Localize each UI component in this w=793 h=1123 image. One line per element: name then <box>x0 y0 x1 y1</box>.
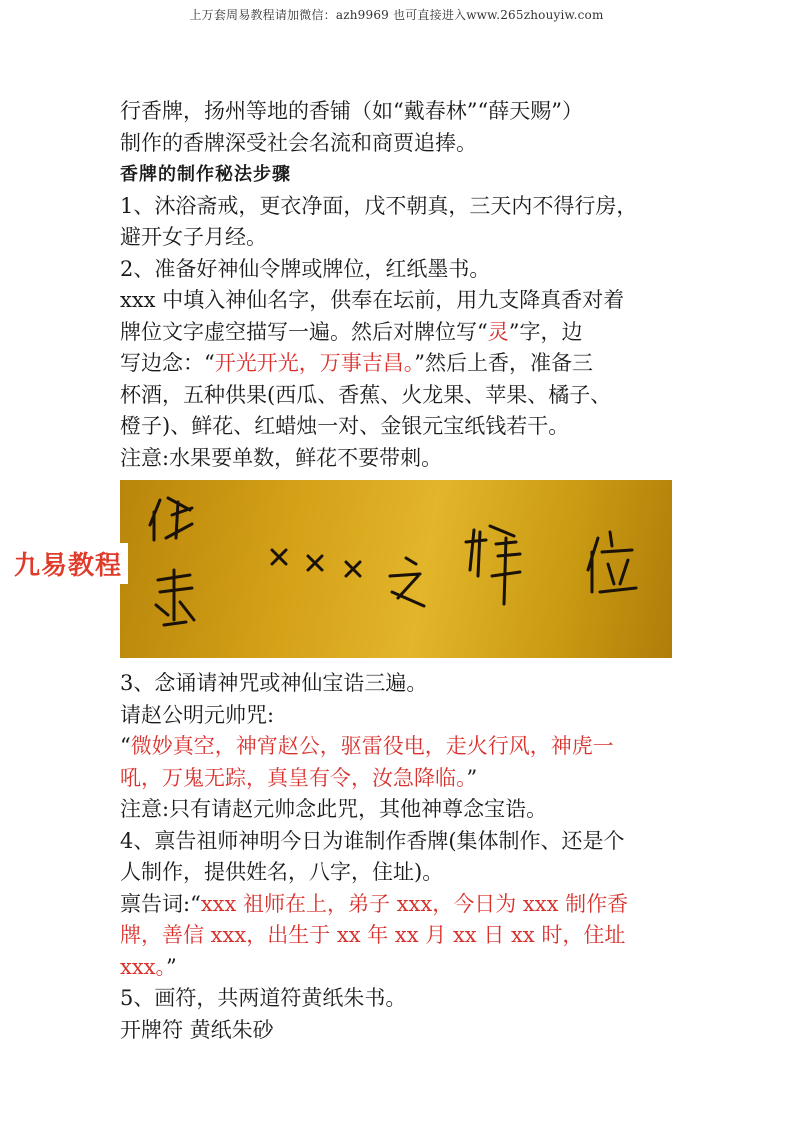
declaration-text-3: xxx。 <box>120 954 167 979</box>
step2-line-4 <box>120 348 680 380</box>
step2-line-2: xxx 中填入神仙名字，供奉在坛前，用九支降真香对着 <box>120 288 625 312</box>
declaration-close-quote: ” <box>166 954 177 979</box>
step2-note: 注意:水果要单数，鲜花不要带刺。 <box>120 445 443 470</box>
zhao-mantra-text-2: 吼，万鬼无踪，真皇有令，汝急降临。 <box>120 765 467 790</box>
intro-line-2: 制作的香牌深受社会名流和商贾追捧。 <box>120 130 477 155</box>
mantra-line-1 <box>120 731 680 763</box>
declaration-prefix: 禀告词:“ <box>120 891 201 916</box>
tablet-photo <box>120 480 672 658</box>
zhao-mantra-text-1: 微妙真空，神宵赵公，驱雷役电，走火行风，神虎一 <box>130 734 614 758</box>
step2-line-6: 橙子)、鲜花、红蜡烛一对、金银元宝纸钱若干。 <box>120 414 570 438</box>
right-row-strokes <box>272 526 636 606</box>
brush-writing-illustration <box>120 480 672 658</box>
mantra-close-quote: ” <box>466 765 478 790</box>
photo-container <box>120 480 680 666</box>
watermark-logo: 九易教程 <box>8 543 128 584</box>
step2-line-4-tail: ”然后上香，准备三 <box>414 351 593 375</box>
declaration-line-2: 牌，善信 xxx，出生于 xx 年 xx 月 xx 日 xx 时，住址 <box>120 923 626 947</box>
step3-note: 注意:只有请赵元帅念此咒，其他神尊念宝诰。 <box>120 797 548 821</box>
kaiguang-chant: 开光开光，万事吉昌。 <box>214 351 415 375</box>
intro-line-1: 行香牌，扬州等地的香铺（如“戴春林”“薛天赐”） <box>120 99 583 123</box>
step2-line-3 <box>120 317 680 349</box>
step4-line-2: 人制作，提供姓名，八字，住址)。 <box>120 860 444 884</box>
section-heading: 香牌的制作秘法步骤 <box>120 164 291 185</box>
step2-line-1: 2、准备好神仙令牌或牌位，红纸墨书。 <box>120 256 491 281</box>
step2-line-3-tail: ”字，边 <box>508 319 583 344</box>
step1-line-1: 1、沐浴斋戒，更衣净面，戊不朝真，三天内不得行房， <box>120 193 638 218</box>
declaration-text-1: xxx 祖师在上，弟子 xxx，今日为 xxx 制作香 <box>200 891 629 916</box>
declaration-line-3 <box>120 952 680 984</box>
step2-line-4-lead: 写边念：“ <box>120 351 215 375</box>
step3-line-1: 3、念诵请神咒或神仙宝诰三遍。 <box>120 671 428 695</box>
left-column-strokes <box>150 498 194 625</box>
step3-line-2: 请赵公明元帅咒: <box>120 702 275 727</box>
mantra-line-2 <box>120 763 680 795</box>
page-header: 上万套周易教程请加微信：azh9969 也可直接进入www.265zhouyiw.com <box>189 8 604 22</box>
step5-line-1: 5、画符，共两道符黄纸朱书。 <box>120 986 407 1010</box>
step5-line-2: 开牌符 黄纸朱砂 <box>120 1017 274 1042</box>
mantra-open-quote: “ <box>120 734 131 758</box>
step1-line-2: 避开女子月经。 <box>120 225 267 249</box>
declaration-line-1 <box>120 889 680 921</box>
step2-line-5: 杯酒，五种供果(西瓜、香蕉、火龙果、苹果、橘子、 <box>120 382 612 407</box>
document-body <box>120 96 680 1046</box>
step4-line-1: 4、禀告祖师神明今日为谁制作香牌(集体制作、还是个 <box>120 828 625 853</box>
ling-character: 灵 <box>487 319 509 344</box>
step2-line-3-text: 牌位文字虚空描写一遍。然后对牌位写“ <box>120 319 488 344</box>
